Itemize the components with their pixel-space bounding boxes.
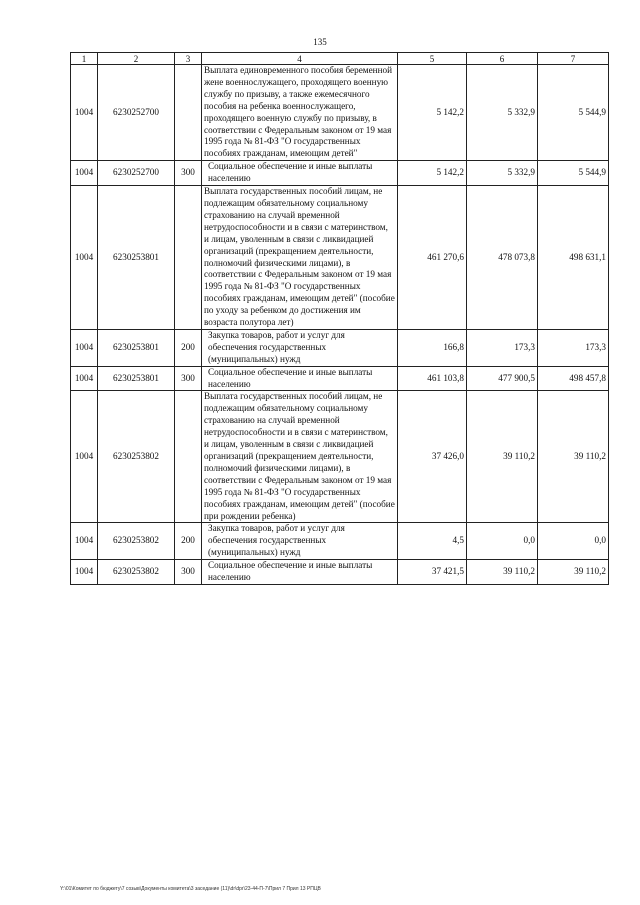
amount-year-2: 477 900,5 <box>467 366 538 391</box>
table-row <box>71 560 609 585</box>
section-code: 1004 <box>71 161 98 186</box>
item-name: Социальное обеспечение и иные выплаты населению <box>202 366 398 391</box>
expense-type-code <box>175 65 202 161</box>
target-article-code: 6230253802 <box>98 560 175 585</box>
header-col-2: 2 <box>98 53 175 65</box>
amount-year-2: 173,3 <box>467 329 538 366</box>
expense-type-code <box>175 186 202 330</box>
item-name: Закупка товаров, работ и услуг для обеспечения государственных (муниципальных) нужд <box>202 523 398 560</box>
budget-table <box>70 52 609 585</box>
table-row <box>71 161 609 186</box>
amount-year-3: 498 457,8 <box>538 366 609 391</box>
expense-type-code <box>175 391 202 523</box>
expense-type-code: 200 <box>175 523 202 560</box>
amount-year-1: 5 142,2 <box>398 65 467 161</box>
amount-year-2: 39 110,2 <box>467 391 538 523</box>
target-article-code: 6230252700 <box>98 161 175 186</box>
item-name: Выплата единовременного пособия беременной жене военнослужащего, проходящего военную службу по призыву, а также ежемесячного пособия на ребенка военнослужащего, проходящего военную службу по призыву, в соответствии с Федеральным законом от 19 мая 1995 года № 81-ФЗ "О государственных пособиях гражданам, имеющим детей" <box>202 65 398 161</box>
amount-year-3: 39 110,2 <box>538 560 609 585</box>
header-col-7: 7 <box>538 53 609 65</box>
section-code: 1004 <box>71 329 98 366</box>
table-row <box>71 523 609 560</box>
header-col-3: 3 <box>175 53 202 65</box>
target-article-code: 6230253801 <box>98 329 175 366</box>
expense-type-code: 300 <box>175 560 202 585</box>
table-row <box>71 186 609 330</box>
section-code: 1004 <box>71 391 98 523</box>
amount-year-3: 0,0 <box>538 523 609 560</box>
table-row <box>71 329 609 366</box>
section-code: 1004 <box>71 523 98 560</box>
header-col-1: 1 <box>71 53 98 65</box>
item-name: Социальное обеспечение и иные выплаты населению <box>202 560 398 585</box>
amount-year-2: 478 073,8 <box>467 186 538 330</box>
item-name: Закупка товаров, работ и услуг для обеспечения государственных (муниципальных) нужд <box>202 329 398 366</box>
item-name: Социальное обеспечение и иные выплаты населению <box>202 161 398 186</box>
table-row <box>71 65 609 161</box>
header-col-4: 4 <box>202 53 398 65</box>
amount-year-2: 0,0 <box>467 523 538 560</box>
item-name: Выплата государственных пособий лицам, не подлежащим обязательному социальному страхованию на случай временной нетрудоспособности и в связи с материнством, и лицам, уволенным в связи с ликвидацией организаций (прекращением деятельности, полномочий физическими лицами), в соответствии с Федеральным законом от 19 мая 1995 года № 81-ФЗ "О государственных пособиях гражданам, имеющим детей" (пособие по уходу за ребенком до достижения им возраста полутора лет) <box>202 186 398 330</box>
section-code: 1004 <box>71 560 98 585</box>
amount-year-3: 5 544,9 <box>538 65 609 161</box>
section-code: 1004 <box>71 366 98 391</box>
amount-year-2: 39 110,2 <box>467 560 538 585</box>
amount-year-1: 461 103,8 <box>398 366 467 391</box>
target-article-code: 6230253802 <box>98 523 175 560</box>
amount-year-2: 5 332,9 <box>467 65 538 161</box>
header-col-5: 5 <box>398 53 467 65</box>
target-article-code: 6230253802 <box>98 391 175 523</box>
amount-year-1: 37 421,5 <box>398 560 467 585</box>
amount-year-3: 39 110,2 <box>538 391 609 523</box>
amount-year-1: 461 270,6 <box>398 186 467 330</box>
amount-year-3: 498 631,1 <box>538 186 609 330</box>
amount-year-1: 5 142,2 <box>398 161 467 186</box>
table-header-row <box>71 53 609 65</box>
header-col-6: 6 <box>467 53 538 65</box>
section-code: 1004 <box>71 186 98 330</box>
amount-year-1: 37 426,0 <box>398 391 467 523</box>
page-number: 135 <box>313 37 327 47</box>
target-article-code: 6230253801 <box>98 366 175 391</box>
section-code: 1004 <box>71 65 98 161</box>
amount-year-3: 5 544,9 <box>538 161 609 186</box>
expense-type-code: 200 <box>175 329 202 366</box>
amount-year-2: 5 332,9 <box>467 161 538 186</box>
expense-type-code: 300 <box>175 366 202 391</box>
footer-file-path: Y:\01\Комитет по бюджету\7 созыв\Документы комитета\3 заседание (11)\dr\dpr\23-44-П-7\Прил 7 Прил 13 РПЦВ <box>60 886 321 892</box>
amount-year-1: 4,5 <box>398 523 467 560</box>
target-article-code: 6230253801 <box>98 186 175 330</box>
expense-type-code: 300 <box>175 161 202 186</box>
target-article-code: 6230252700 <box>98 65 175 161</box>
table-row <box>71 391 609 523</box>
table-row <box>71 366 609 391</box>
item-name: Выплата государственных пособий лицам, не подлежащим обязательному социальному страхованию на случай временной нетрудоспособности и в связи с материнством, и лицам, уволенным в связи с ликвидацией организаций (прекращением деятельности, полномочий физическими лицами), в соответствии с Федеральным законом от 19 мая 1995 года № 81-ФЗ "О государственных пособиях гражданам, имеющим детей" (пособие при рождении ребенка) <box>202 391 398 523</box>
amount-year-1: 166,8 <box>398 329 467 366</box>
amount-year-3: 173,3 <box>538 329 609 366</box>
